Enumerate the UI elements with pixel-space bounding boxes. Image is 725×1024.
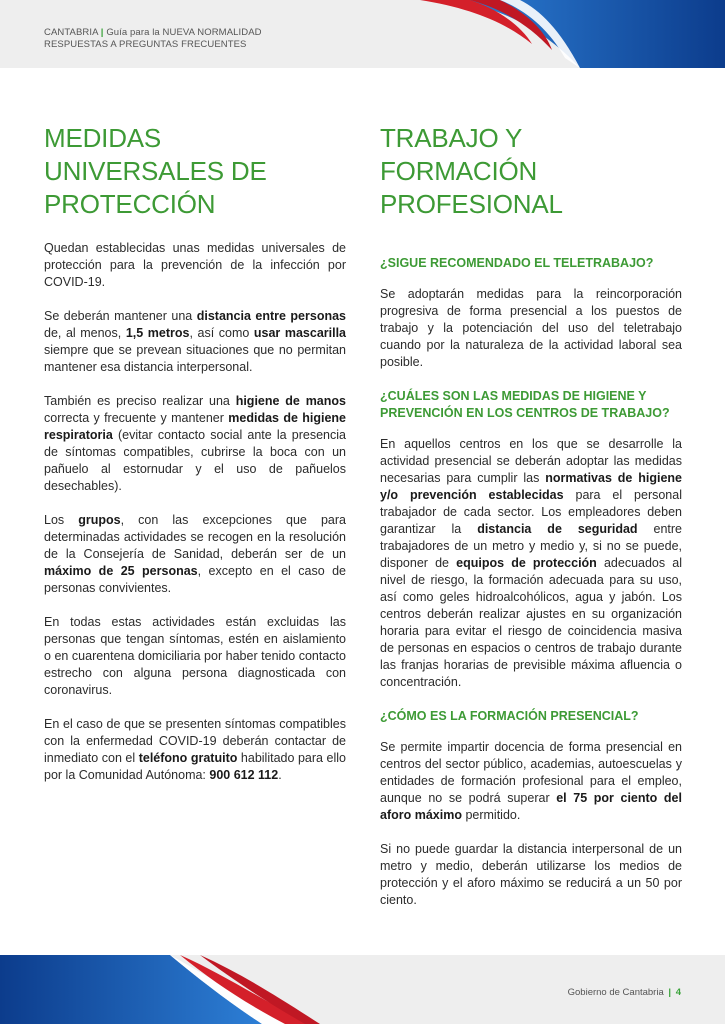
- left-section-title: MEDIDAS UNIVERSALES DE PROTECCIÓN: [44, 123, 267, 219]
- bold-run: grupos: [78, 513, 121, 527]
- page-number: 4: [675, 987, 681, 998]
- text-run: adecuados al nivel de riesgo, la formación adecuada para su uso, así como geles hidroalcohólicos, agua y jabón. Los centros deberán realizar ajustes en su organización horaria para evitar el riesgo de coincidencia masiva de personas en espacios o centros de trabajo durante las franjas horarias de previsible máxima afluencia o concentración.: [380, 556, 682, 689]
- text-run: permitido.: [461, 808, 521, 822]
- header-line-1: [44, 27, 262, 39]
- text-run: También es preciso realizar una: [44, 394, 236, 408]
- text-run: , así como: [189, 326, 254, 340]
- bold-run: distancia entre personas: [196, 309, 346, 323]
- bold-run: usar mascarilla: [253, 326, 347, 340]
- bold-run: máximo de 25 personas: [44, 564, 198, 578]
- answer-distancia: Si no puede guardar la distancia interpersonal de un metro y medio, deberán utilizarse los medios de protección y el aforo máximo se reducirá a un 50 por ciento.: [380, 842, 682, 907]
- question-teletrabajo: ¿SIGUE RECOMENDADO EL TELETRABAJO?: [380, 256, 654, 270]
- bold-run: distancia de seguridad: [477, 522, 638, 536]
- text-run: .: [278, 768, 282, 782]
- header-org: CANTABRIA: [44, 27, 99, 38]
- answer-formacion: [380, 739, 682, 824]
- left-paragraph-3: [44, 393, 346, 495]
- question-higiene: ¿CUÁLES SON LAS MEDIDAS DE HIGIENE Y PREVENCIÓN EN LOS CENTROS DE TRABAJO?: [380, 389, 670, 420]
- text-run: Se permite impartir docencia de forma presencial en centros del sector público, academias, autoescuelas y entidades de formación profesional para el empleo, aunque no se podrá superar: [380, 740, 682, 805]
- bold-run: equipos de protección: [456, 556, 597, 570]
- answer-higiene: [380, 436, 682, 691]
- text-run: En aquellos centros en los que se desarrolle la actividad presencial se deberán adoptar las medidas necesarias para cumplir las: [380, 437, 682, 485]
- text-run: siempre que se prevean situaciones que no permitan mantener esa distancia interpersonal.: [44, 343, 346, 374]
- header-guide-title: Guía para la NUEVA NORMALIDAD: [106, 27, 262, 38]
- text-run: , excepto en el caso de personas convivientes.: [44, 564, 346, 595]
- text-run: correcta y frecuente y mantener: [44, 411, 229, 425]
- page-footer: [568, 987, 681, 998]
- text-run: habilitado para ello por la Comunidad Autónoma:: [44, 751, 346, 782]
- text-run: Los: [44, 513, 79, 527]
- bold-run: higiene de manos: [235, 394, 346, 408]
- header-line-2: RESPUESTAS A PREGUNTAS FRECUENTES: [44, 39, 247, 50]
- header-text: [44, 27, 262, 51]
- left-paragraph-4: [44, 512, 346, 597]
- bold-run: el 75 por ciento del aforo máximo: [380, 791, 682, 822]
- text-run: para el personal trabajador de cada sector. Los empleadores deben garantizar la: [380, 488, 682, 536]
- bold-run: normativas de higiene y/o prevención establecidas: [380, 471, 682, 502]
- footer-separator: |: [668, 987, 672, 998]
- header-band: [0, 0, 725, 68]
- bold-run: teléfono gratuito: [138, 751, 238, 765]
- right-column: [380, 122, 682, 926]
- footer-org: Gobierno de Cantabria: [567, 987, 664, 998]
- text-run: entre trabajadores de un metro y medio y, si no se puede, disponer de: [380, 522, 682, 570]
- left-paragraph-2: [44, 308, 346, 376]
- bold-run: 1,5 metros: [125, 326, 190, 340]
- left-column: [44, 122, 346, 801]
- footer-band: [0, 955, 725, 1024]
- text-run: Se deberán mantener una: [44, 309, 197, 323]
- text-run: , con las excepciones que para determinadas actividades se recogen en la resolución de la Consejería de Sanidad, deberán ser de un: [44, 513, 346, 561]
- answer-teletrabajo: Se adoptarán medidas para la reincorporación progresiva de forma presencial a los puestos de trabajo y la potenciación del uso del teletrabajo cuando por la naturaleza de la actividad laboral sea posible.: [380, 287, 682, 369]
- text-run: (evitar contacto social ante la presencia de síntomas compatibles, cubrirse la boca con un pañuelo al estornudar y el uso de pañuelos desechables).: [44, 428, 346, 493]
- bold-run: medidas de higiene respiratoria: [44, 411, 346, 442]
- question-formacion: ¿CÓMO ES LA FORMACIÓN PRESENCIAL?: [380, 709, 639, 723]
- phone-number: 900 612 112: [209, 768, 279, 782]
- left-paragraph-1: Quedan establecidas unas medidas universales de protección para la prevención de la infección por COVID-19.: [44, 241, 346, 289]
- text-run: de, al menos,: [44, 326, 126, 340]
- left-paragraph-6: [44, 716, 346, 784]
- header-separator: |: [100, 27, 104, 38]
- text-run: En el caso de que se presenten síntomas compatibles con la enfermedad COVID-19 deberán contactar de inmediato con el: [44, 717, 346, 765]
- right-section-title: TRABAJO Y FORMACIÓN PROFESIONAL: [380, 123, 563, 219]
- left-paragraph-5: En todas estas actividades están excluidas las personas que tengan síntomas, estén en aislamiento o en cuarentena domiciliaria por haber tenido contacto estrecho con alguna persona diagnosticada con coronavirus.: [44, 615, 346, 697]
